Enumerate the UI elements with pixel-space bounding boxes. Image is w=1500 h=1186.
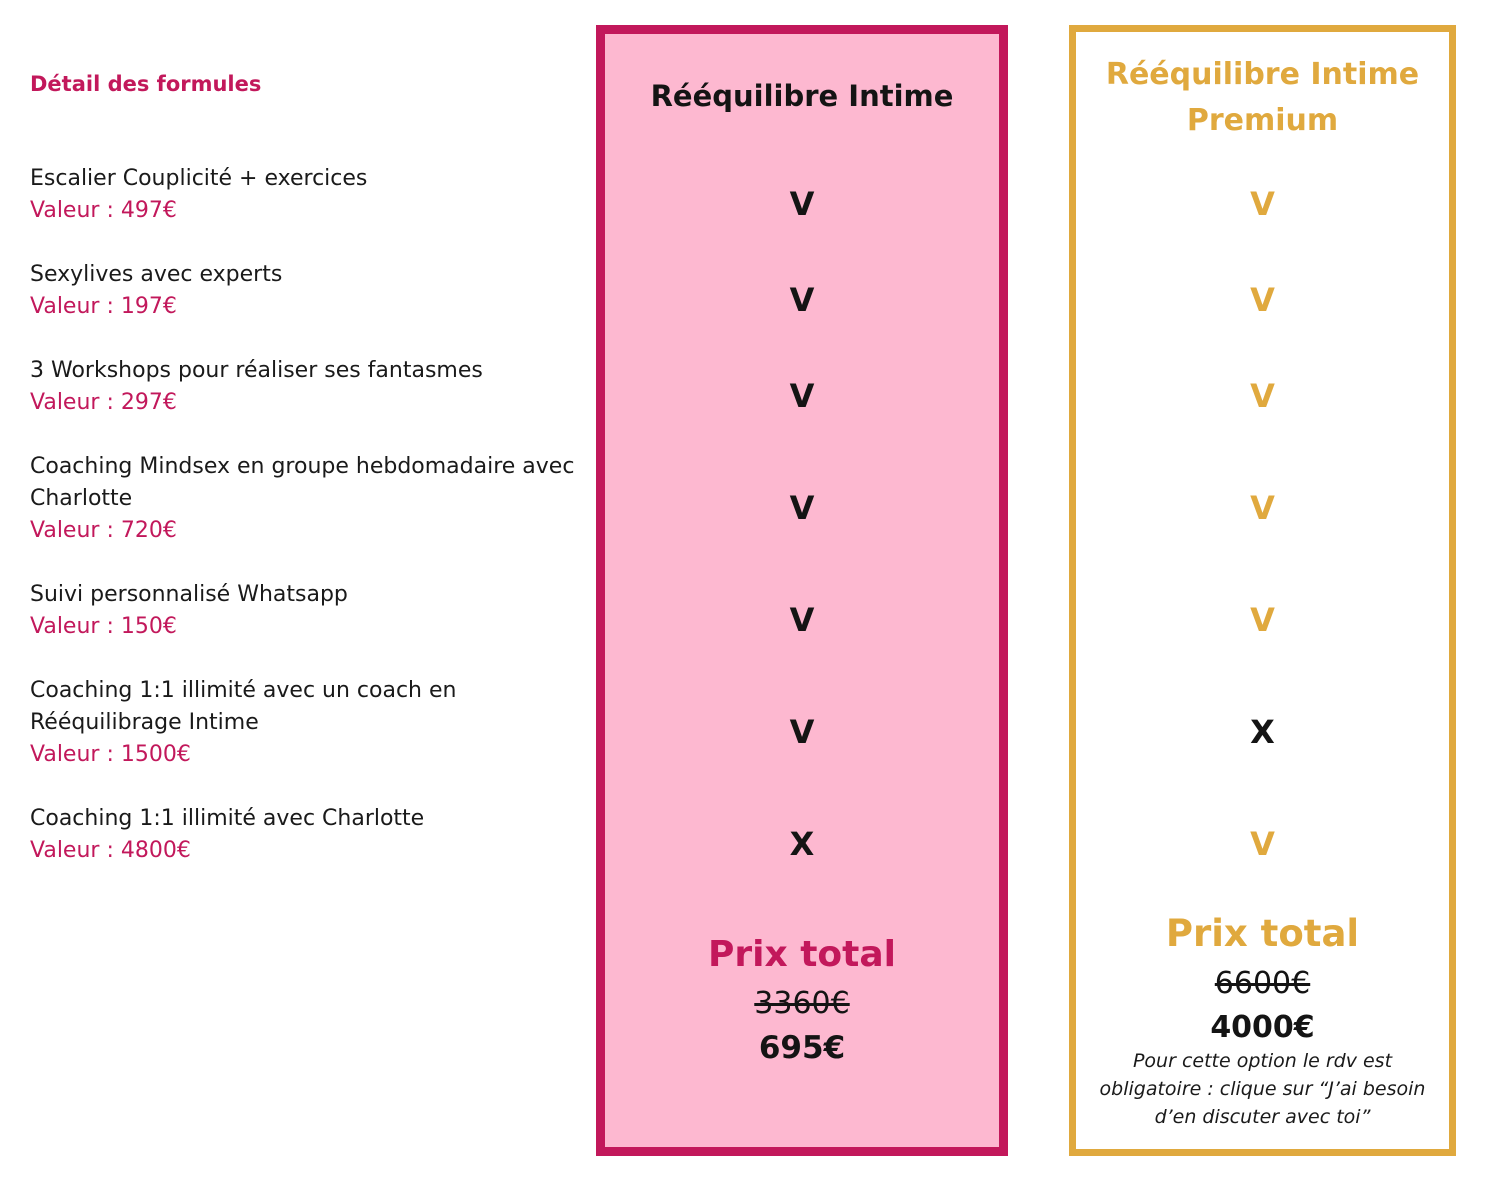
feature-value: Valeur : 297€ [30, 390, 177, 415]
plan-column-premium [1069, 25, 1456, 1156]
feature-item [30, 451, 590, 547]
feature-item [30, 579, 590, 643]
price-label: Prix total [1165, 912, 1360, 955]
plan-mark: V [789, 185, 815, 223]
feature-name: 3 Workshops pour réaliser ses fantasmes [30, 358, 483, 383]
feature-name: Sexylives avec experts [30, 262, 283, 287]
feature-name: Coaching 1:1 illimité avec Charlotte [30, 806, 425, 831]
plan-mark: V [789, 489, 815, 527]
price-label: Prix total [707, 934, 896, 975]
feature-item [30, 803, 590, 867]
plan-mark: V [789, 281, 815, 319]
feature-value: Valeur : 720€ [30, 518, 177, 543]
plan-mark: X [789, 825, 815, 863]
plan-column-standard [596, 25, 1008, 1156]
feature-name: Coaching 1:1 illimité avec un coach en Rééquilibrage Intime [30, 678, 457, 735]
feature-name: Escalier Couplicité + exercices [30, 166, 368, 191]
feature-value: Valeur : 1500€ [30, 742, 191, 767]
feature-name: Suivi personnalisé Whatsapp [30, 582, 348, 607]
feature-value: Valeur : 150€ [30, 614, 177, 639]
new-price: 695€ [758, 1030, 846, 1066]
plan-mark: V [789, 377, 815, 415]
plan-title: Rééquilibre Intime [650, 79, 954, 113]
plan-mark: V [1250, 281, 1275, 319]
feature-item [30, 355, 590, 419]
plan-mark: V [1250, 825, 1275, 863]
section-title: Détail des formules [30, 72, 262, 96]
plan-mark: V [1250, 185, 1275, 223]
plan-mark: V [1250, 601, 1275, 639]
new-price: 4000€ [1210, 1010, 1315, 1045]
feature-item [30, 163, 590, 227]
feature-value: Valeur : 197€ [30, 294, 177, 319]
plan-mark: V [789, 713, 815, 751]
feature-name: Coaching Mindsex en groupe hebdomadaire avec Charlotte [30, 454, 575, 511]
plan-mark: V [1250, 489, 1275, 527]
feature-item [30, 675, 500, 771]
old-price: 6600€ [1214, 966, 1311, 1001]
feature-value: Valeur : 4800€ [30, 838, 191, 863]
feature-value: Valeur : 497€ [30, 198, 177, 223]
plan-title: Rééquilibre Intime Premium [1105, 57, 1420, 138]
plan-mark: V [789, 601, 815, 639]
premium-note: Pour cette option le rdv est obligatoire : clique sur “J’ai besoin d’en discuter avec toi” [1099, 1050, 1426, 1128]
plan-mark: X [1250, 713, 1275, 751]
old-price: 3360€ [754, 986, 850, 1021]
plan-mark: V [1250, 377, 1275, 415]
feature-item [30, 259, 590, 323]
